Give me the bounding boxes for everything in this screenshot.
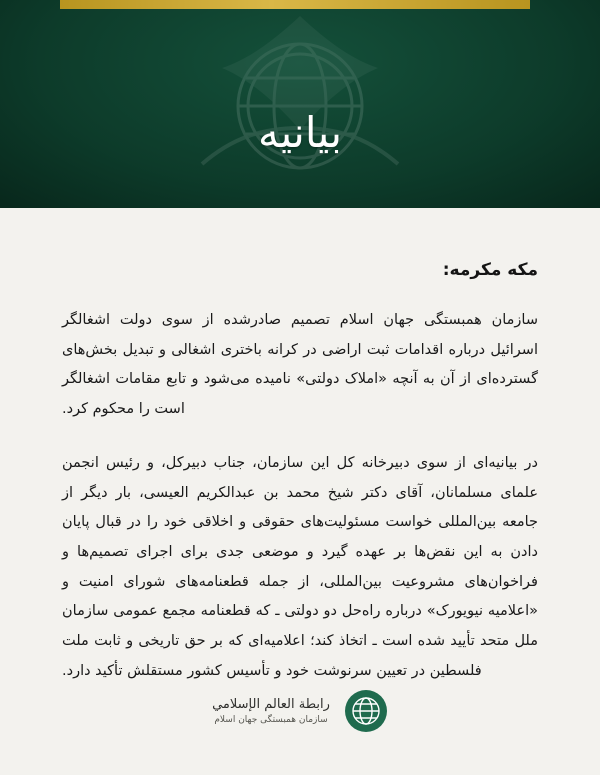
document-footer	[0, 689, 600, 733]
document-header	[0, 0, 600, 208]
body-paragraph-2: در بیانیه‌ای از سوی دبیرخانه کل این سازمان، جناب دبیرکل، و رئیس انجمن علمای مسلمانان، آقای دکتر شیخ محمد بن عبدالکریم العیسی، بار دیگر از جامعه بین‌المللی خواست مسئولیت‌های حقوقی و اخلاقی خود را در قبال پایان دادن به این نقض‌ها بر عهده گیرد و موضعی جدی برای اجرای تصمیم‌ها و فراخوان‌های مشروعیت بین‌المللی، از جمله قطعنامه‌های شورای امنیت و «اعلامیه نیویورک» درباره راه‌حل دو دولتی ـ که قطعنامه مجمع عمومی سازمان ملل متحد تأیید شده است ـ اتخاذ کند؛ اعلامیه‌ای که بر حق تاریخی و ثابت ملت فلسطین در تعیین سرنوشت خود و تأسیس کشور مستقلش تأکید دارد.	[62, 454, 538, 679]
footer-wordmark-arabic: رابطة العالم الإسلامي	[212, 697, 330, 712]
document-body	[0, 208, 600, 687]
mwl-globe-emblem-icon	[344, 689, 388, 733]
salutation: مکه مکرمه:	[442, 260, 538, 280]
header-emblem-watermark-icon	[150, 0, 450, 208]
page-title: بیانیه	[257, 108, 343, 157]
footer-wordmark	[212, 697, 330, 725]
footer-wordmark-persian: سازمان همبستگی جهان اسلام	[214, 715, 328, 725]
header-gold-bar	[60, 0, 530, 9]
body-paragraph-1: سازمان همبستگی جهان اسلام تصمیم صادرشده از سوی دولت اشغالگر اسرائیل درباره اقدامات ثبت اراضی در کرانه باختری اشغالی و تبدیل بخش‌های گسترده‌ای از آن به آنچه «املاک دولتی» نامیده می‌شود و تابع مقامات اشغالگر است را محکوم کرد.	[62, 312, 538, 418]
